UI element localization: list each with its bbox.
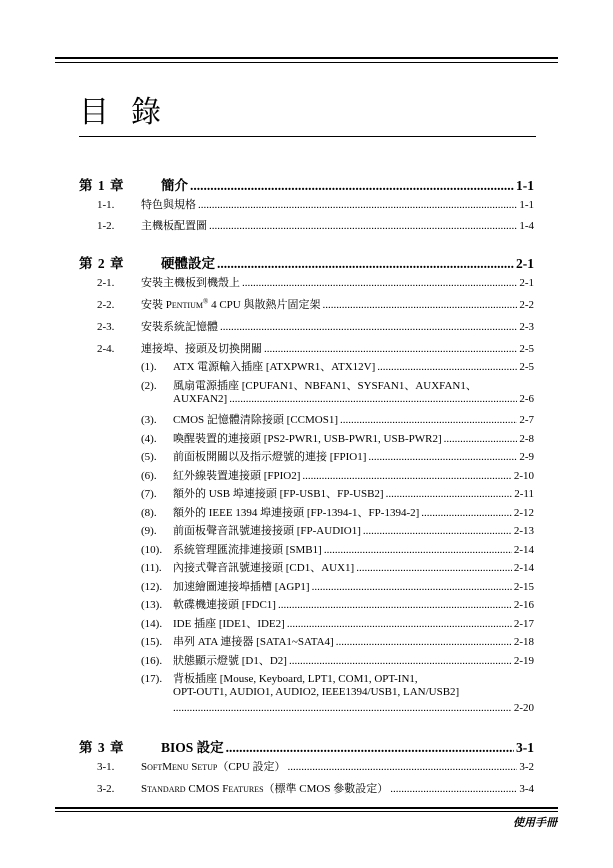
section-3-1[interactable] xyxy=(97,758,534,774)
leader-dots xyxy=(287,618,512,630)
item-number: (1). xyxy=(141,361,157,373)
page-number: 2-14 xyxy=(513,544,534,556)
top-rule-thin xyxy=(55,62,558,63)
item-10[interactable] xyxy=(141,541,534,557)
item-number: (7). xyxy=(141,488,157,500)
page-number: 2-20 xyxy=(513,702,534,714)
leader-dots xyxy=(386,488,513,500)
page-number: 2-11 xyxy=(514,488,534,500)
title-rule xyxy=(79,136,536,137)
item-title: 前面板開關以及指示燈號的連接 [FPIO1] xyxy=(173,451,367,463)
leader-dots xyxy=(209,220,517,232)
item-title-continued: OPT-OUT1, AUDIO1, AUDIO2, IEEE1394/USB1, LAN/USB2] xyxy=(173,686,460,698)
section-title-menu: SoftMenu Setup xyxy=(141,761,218,773)
page-number: 3-4 xyxy=(519,783,534,795)
section-number: 2-3. xyxy=(97,321,115,333)
page-number: 2-14 xyxy=(513,562,534,574)
leader-dots xyxy=(287,761,517,773)
item-number: (12). xyxy=(141,581,163,593)
item-title: IDE 插座 [IDE1、IDE2] xyxy=(173,618,285,630)
item-title: 背板插座 [Mouse, Keyboard, LPT1, COM1, OPT-IN1, xyxy=(173,673,418,685)
section-title-features: Features xyxy=(222,783,264,795)
item-title: 風扇電源插座 [CPUFAN1、NBFAN1、SYSFAN1、AUXFAN1、 xyxy=(173,380,477,392)
page-number: 2-18 xyxy=(513,636,534,648)
item-7[interactable] xyxy=(141,485,534,501)
leader-dots xyxy=(302,470,511,482)
section-title xyxy=(141,758,285,774)
chapter-3-entry[interactable] xyxy=(79,736,534,756)
leader-dots xyxy=(173,702,512,714)
item-number: (17). xyxy=(141,673,163,685)
item-title: 紅外線裝置連接頭 [FPIO2] xyxy=(173,470,301,482)
item-14[interactable] xyxy=(141,615,534,631)
section-2-3[interactable] xyxy=(97,318,534,334)
page-number: 2-13 xyxy=(513,525,534,537)
item-1[interactable] xyxy=(141,358,534,374)
section-number: 2-2. xyxy=(97,299,115,311)
leader-dots xyxy=(220,321,517,333)
page-number: 1-1 xyxy=(516,178,534,193)
item-title: 內接式聲音訊號連接頭 [CD1、AUX1] xyxy=(173,562,355,574)
section-number: 3-1. xyxy=(97,761,115,773)
item-17[interactable] xyxy=(141,670,534,686)
item-11[interactable] xyxy=(141,559,534,575)
page-number: 2-12 xyxy=(513,507,534,519)
item-number: (15). xyxy=(141,636,163,648)
footer-label: 使用手冊 xyxy=(513,817,557,829)
item-8[interactable] xyxy=(141,504,534,520)
item-title: 喚醒裝置的連接頭 [PS2-PWR1, USB-PWR1, USB-PWR2] xyxy=(173,433,442,445)
item-15[interactable] xyxy=(141,633,534,649)
section-title-suffix: （CPU 設定） xyxy=(217,761,286,773)
page-title: 目錄 xyxy=(79,96,183,129)
leader-dots xyxy=(322,299,517,311)
section-1-2[interactable] xyxy=(97,217,534,233)
section-number: 1-1. xyxy=(97,199,115,211)
section-title-prefix: 安裝 xyxy=(141,299,166,311)
leader-dots xyxy=(377,361,517,373)
chapter-number: 第 2 章 xyxy=(79,256,125,271)
item-title: 前面板聲音訊號連接接頭 [FP-AUDIO1] xyxy=(173,525,361,537)
page-number: 2-9 xyxy=(519,451,534,463)
chapter-title: BIOS 設定 xyxy=(161,740,224,755)
section-title: 特色與規格 xyxy=(141,199,196,211)
section-title: 主機板配置圖 xyxy=(141,220,207,232)
page-number: 2-5 xyxy=(519,343,534,355)
page-number: 2-8 xyxy=(519,433,534,445)
item-title-continued: AUXFAN2] xyxy=(173,393,228,405)
item-17-page-line[interactable] xyxy=(173,702,534,714)
section-title-cmos: CMOS xyxy=(185,783,223,795)
item-title: 軟碟機連接頭 [FDC1] xyxy=(173,599,276,611)
item-title: 狀態顯示燈號 [D1、D2] xyxy=(173,655,287,667)
bottom-rule-thin xyxy=(55,811,558,812)
item-number: (16). xyxy=(141,655,163,667)
leader-dots xyxy=(242,277,517,289)
page-number: 2-1 xyxy=(519,277,534,289)
section-title-suffix: （標準 CMOS 參數設定） xyxy=(263,783,389,795)
section-title: 安裝主機板到機殼上 xyxy=(141,277,240,289)
item-5[interactable] xyxy=(141,448,534,464)
page-number: 2-10 xyxy=(513,470,534,482)
section-2-2[interactable] xyxy=(97,296,534,312)
item-12[interactable] xyxy=(141,578,534,594)
bottom-rule xyxy=(55,807,558,809)
chapter-number: 第 1 章 xyxy=(79,178,125,193)
page-number: 2-15 xyxy=(513,581,534,593)
leader-dots xyxy=(278,599,512,611)
item-2[interactable] xyxy=(141,377,534,393)
page-number: 2-3 xyxy=(519,321,534,333)
page-number: 2-5 xyxy=(519,361,534,373)
page-number: 2-7 xyxy=(519,414,534,426)
item-title: ATX 電源輸入插座 [ATXPWR1、ATX12V] xyxy=(173,361,376,373)
section-title: 安裝系統記憶體 xyxy=(141,321,218,333)
leader-dots xyxy=(190,178,514,194)
section-2-1[interactable] xyxy=(97,274,534,290)
page-number: 2-1 xyxy=(516,256,534,271)
section-number: 2-4. xyxy=(97,343,115,355)
leader-dots xyxy=(390,783,517,795)
item-4[interactable] xyxy=(141,430,534,446)
item-number: (8). xyxy=(141,507,157,519)
chapter-title: 簡介 xyxy=(161,178,188,193)
page-number: 2-6 xyxy=(519,393,534,405)
item-6[interactable] xyxy=(141,467,534,483)
section-number: 1-2. xyxy=(97,220,115,232)
leader-dots xyxy=(312,581,512,593)
leader-dots xyxy=(289,655,512,667)
section-number: 3-2. xyxy=(97,783,115,795)
section-title-brand: Pentium xyxy=(165,299,203,311)
chapter-number: 第 3 章 xyxy=(79,740,125,755)
item-title: 加速繪圖連接埠插槽 [AGP1] xyxy=(173,581,310,593)
item-title: 額外的 USB 埠連接頭 [FP-USB1、FP-USB2] xyxy=(173,488,384,500)
item-2-continued[interactable] xyxy=(173,393,534,405)
item-number: (2). xyxy=(141,380,157,392)
page-number: 1-1 xyxy=(519,199,534,211)
item-16[interactable] xyxy=(141,652,534,668)
leader-dots xyxy=(217,256,514,272)
page-number: 3-2 xyxy=(519,761,534,773)
section-number: 2-1. xyxy=(97,277,115,289)
item-17-continued xyxy=(173,686,534,698)
page-number: 3-1 xyxy=(516,740,534,755)
section-title-standard: Standard xyxy=(141,783,186,795)
item-number: (10). xyxy=(141,544,163,556)
item-title: 額外的 IEEE 1394 埠連接頭 [FP-1394-1、FP-1394-2] xyxy=(173,507,420,519)
leader-dots xyxy=(198,199,517,211)
item-9[interactable] xyxy=(141,522,534,538)
leader-dots xyxy=(363,525,512,537)
item-number: (4). xyxy=(141,433,157,445)
item-number: (14). xyxy=(141,618,163,630)
leader-dots xyxy=(356,562,512,574)
item-title: 系統管理匯流排連接頭 [SMB1] xyxy=(173,544,322,556)
leader-dots xyxy=(226,740,514,756)
leader-dots xyxy=(368,451,517,463)
chapter-2-entry[interactable] xyxy=(79,252,534,272)
registered-mark: ® xyxy=(202,297,209,306)
item-number: (13). xyxy=(141,599,163,611)
item-number: (3). xyxy=(141,414,157,426)
top-rule xyxy=(55,57,558,59)
leader-dots xyxy=(340,414,517,426)
page-number: 2-19 xyxy=(513,655,534,667)
chapter-title: 硬體設定 xyxy=(161,256,215,271)
item-13[interactable] xyxy=(141,596,534,612)
section-1-1[interactable] xyxy=(97,196,534,212)
item-3[interactable] xyxy=(141,411,534,427)
leader-dots xyxy=(264,343,517,355)
section-title-suffix: 4 CPU 與散熱片固定架 xyxy=(208,299,321,311)
item-number: (9). xyxy=(141,525,157,537)
section-3-2[interactable] xyxy=(97,780,534,796)
item-title: 串列 ATA 連接器 [SATA1~SATA4] xyxy=(173,636,334,648)
page-number: 1-4 xyxy=(519,220,534,232)
chapter-1-entry[interactable] xyxy=(79,174,534,194)
section-title: 連接埠、接頭及切換開關 xyxy=(141,343,262,355)
item-number: (5). xyxy=(141,451,157,463)
leader-dots xyxy=(444,433,518,445)
item-number: (6). xyxy=(141,470,157,482)
section-title xyxy=(141,296,320,312)
item-number: (11). xyxy=(141,562,162,574)
section-2-4[interactable] xyxy=(97,340,534,356)
leader-dots xyxy=(336,636,512,648)
page-number: 2-17 xyxy=(513,618,534,630)
item-title: CMOS 記憶體清除接頭 [CCMOS1] xyxy=(173,414,339,426)
leader-dots xyxy=(324,544,512,556)
page-number: 2-2 xyxy=(519,299,534,311)
leader-dots xyxy=(421,507,512,519)
section-title xyxy=(141,780,388,796)
leader-dots xyxy=(229,393,517,405)
page-number: 2-16 xyxy=(513,599,534,611)
